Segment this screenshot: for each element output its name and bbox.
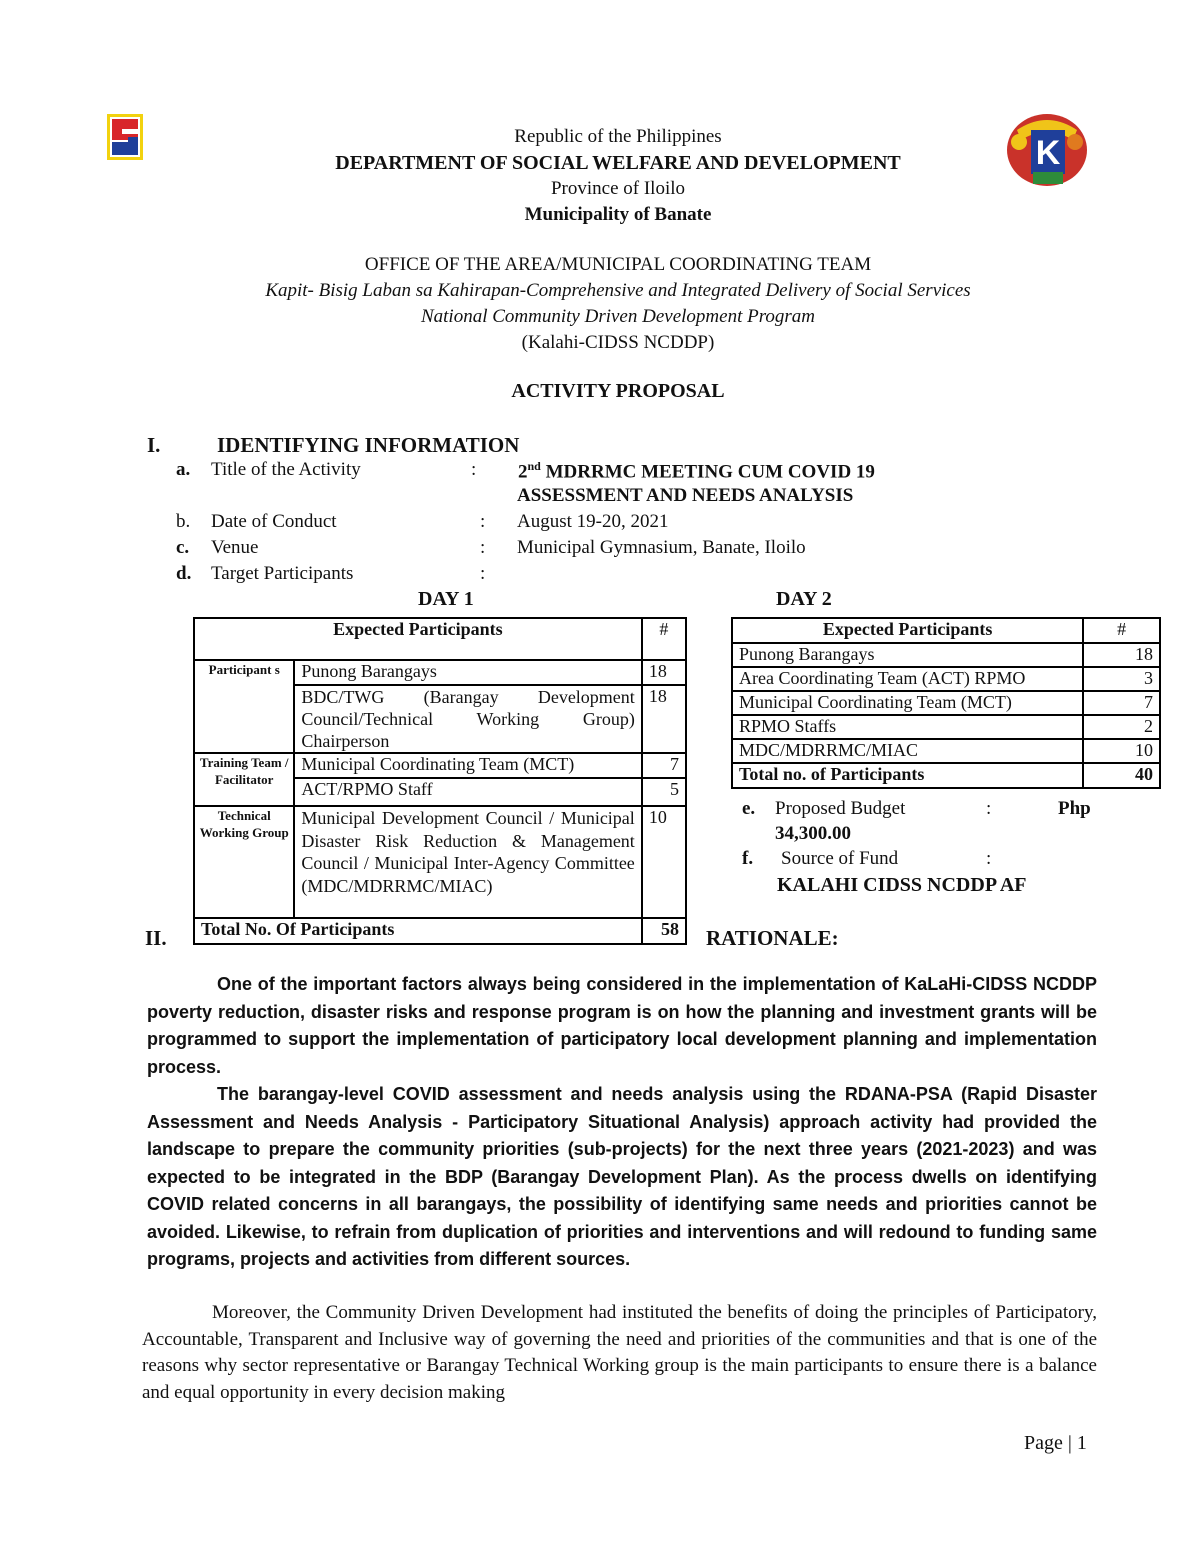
day2-row-name: RPMO Staffs — [732, 715, 1083, 739]
document-header — [0, 124, 1200, 356]
day1-row-name: ACT/RPMO Staff — [294, 778, 641, 806]
document-title: ACTIVITY PROPOSAL — [511, 380, 725, 402]
day1-col-num: # — [642, 618, 686, 660]
rationale-paragraph-2: The barangay-level COVID assessment and needs analysis using the RDANA-PSA (Rapid Disaster Assessment and Needs Analysis - Participatory Situational Analysis) approach activity had provided the landscape to prepare the community priorities (sub-projects) for the next three years (2021-2023) and was expected to be integrated in the BDP (Barangay Development Plan). As the process dwells on identifying COVID related concerns in all barangays, the possibility of identifying same needs and priorities cannot be avoided. Likewise, to refrain from duplication of priorities and interventions and will redound to funding same programs, projects and activities from different sources. — [147, 1084, 1097, 1269]
page-number: Page | 1 — [1024, 1432, 1087, 1454]
day2-col-participants: Expected Participants — [732, 618, 1083, 643]
day2-col-num: # — [1083, 618, 1160, 643]
item-b-value: August 19-20, 2021 — [517, 511, 669, 532]
municipality-line: Municipality of Banate — [524, 204, 712, 225]
kalahi-logo-letter: K — [1035, 134, 1061, 172]
day2-heading: DAY 2 — [776, 588, 832, 610]
day1-row-name: BDC/TWG (Barangay Development Council/Technical Working Group) Chairperson — [294, 685, 641, 753]
department-name: DEPARTMENT OF SOCIAL WELFARE AND DEVELOPMENT — [335, 152, 901, 174]
item-d-colon: : — [480, 563, 486, 584]
item-a-value-line1: 2nd MDRRMC MEETING CUM COVID 19 — [518, 459, 875, 483]
rationale-paragraph-3: Moreover, the Community Driven Development had instituted the benefits of doing the principles of Participatory, Accountable, Transparent and Inclusive way of governing the need and priorities of the communities and that is one of the reasons why sector representative or Barangay Technical Working group is the main participants to ensure there is a balance and equal opportunity in every decision making — [142, 1302, 1097, 1403]
item-f-colon: : — [986, 848, 992, 869]
item-b-letter: b. — [176, 511, 191, 532]
day2-row-count: 18 — [1083, 643, 1160, 667]
day1-row-name: Municipal Coordinating Team (MCT) — [294, 753, 641, 778]
item-a-letter: a. — [176, 459, 191, 480]
day1-total-value: 58 — [642, 918, 686, 944]
program-line-1: Kapit- Bisig Laban sa Kahirapan-Comprehensive and Integrated Delivery of Social Services — [265, 280, 971, 301]
item-a-value-line2: ASSESSMENT AND NEEDS ANALYSIS — [517, 485, 854, 506]
section-1-numeral: I. — [147, 433, 161, 457]
day2-total-value: 40 — [1083, 763, 1160, 788]
day1-cat-twg: Technical Working Group — [194, 806, 294, 918]
day2-row-name: Area Coordinating Team (ACT) RPMO — [732, 667, 1083, 691]
item-b-label: Date of Conduct — [211, 511, 337, 532]
item-e-amount: 34,300.00 — [775, 823, 851, 844]
day1-row-count: 18 — [642, 685, 686, 753]
day1-cat-participants: Participant s — [194, 660, 294, 753]
day2-row-name: Punong Barangays — [732, 643, 1083, 667]
section-1-heading: IDENTIFYING INFORMATION — [217, 433, 520, 457]
day2-row-name: Municipal Coordinating Team (MCT) — [732, 691, 1083, 715]
item-a-label: Title of the Activity — [211, 459, 361, 480]
item-b-colon: : — [480, 511, 486, 532]
item-c-value: Municipal Gymnasium, Banate, Iloilo — [517, 537, 806, 558]
day2-total-label: Total no. of Participants — [732, 763, 1083, 788]
item-e-label: Proposed Budget — [775, 798, 906, 819]
day1-col-participants: Expected Participants — [194, 618, 642, 660]
day1-participants-table — [193, 617, 687, 945]
day1-row-count: 10 — [642, 806, 686, 918]
item-e-letter: e. — [742, 798, 756, 819]
day1-cat-training: Training Team / Facilitator — [194, 753, 294, 806]
day1-heading: DAY 1 — [418, 588, 474, 610]
province-line: Province of Iloilo — [550, 178, 686, 199]
day2-row-count: 7 — [1083, 691, 1160, 715]
program-short: (Kalahi-CIDSS NCDDP) — [521, 332, 715, 353]
day1-row-count: 18 — [642, 660, 686, 685]
item-f-label: Source of Fund — [781, 848, 899, 869]
item-c-colon: : — [480, 537, 486, 558]
day1-total-label: Total No. Of Participants — [194, 918, 642, 944]
day1-row-name: Municipal Development Council / Municipal Disaster Risk Reduction & Management Council / Municipal Inter-Agency Committee (MDC/MDRRMC/MIAC) — [294, 806, 641, 918]
program-line-2: National Community Driven Development Program — [420, 306, 816, 327]
item-f-value: KALAHI CIDSS NCDDP AF — [777, 874, 1027, 896]
item-e-colon: : — [986, 798, 992, 819]
day1-row-count: 5 — [642, 778, 686, 806]
item-c-label: Venue — [211, 537, 259, 558]
day2-participants-table — [731, 617, 1161, 789]
section-2-heading: RATIONALE: — [706, 926, 839, 950]
day2-row-count: 3 — [1083, 667, 1160, 691]
item-a-colon: : — [471, 459, 477, 480]
day1-row-name: Punong Barangays — [294, 660, 641, 685]
item-d-letter: d. — [176, 563, 192, 584]
item-d-label: Target Participants — [211, 563, 354, 584]
republic-line: Republic of the Philippines — [514, 126, 722, 147]
day2-row-count: 10 — [1083, 739, 1160, 763]
rationale-paragraph-1: One of the important factors always being considered in the implementation of KaLaHi-CIDSS NCDDP poverty reduction, disaster risks and response program is on how the planning and investment grants will be programmed to support the implementation of participatory local development planning and implementation process. — [147, 974, 1097, 1077]
section-2-numeral: II. — [145, 926, 167, 950]
item-c-letter: c. — [176, 537, 190, 558]
item-f-letter: f. — [742, 848, 754, 869]
day2-row-name: MDC/MDRRMC/MIAC — [732, 739, 1083, 763]
day2-row-count: 2 — [1083, 715, 1160, 739]
day1-row-count: 7 — [642, 753, 686, 778]
office-line: OFFICE OF THE AREA/MUNICIPAL COORDINATING TEAM — [364, 254, 872, 275]
item-e-currency: Php — [1058, 798, 1091, 819]
